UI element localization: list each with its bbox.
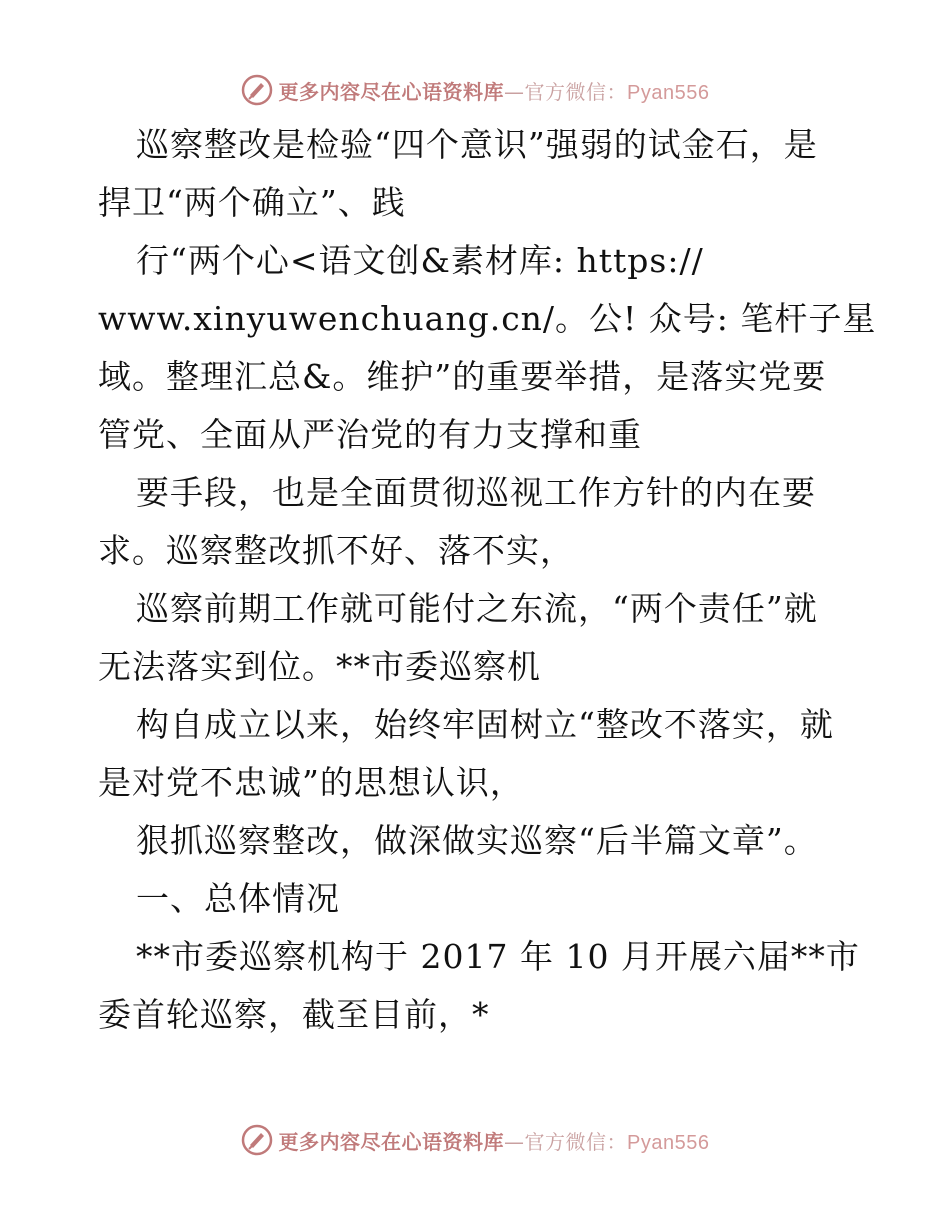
text-line: 一、总体情况	[136, 879, 340, 918]
text-line: 域。整理汇总&。维护”的重要举措，是落实党要	[98, 357, 827, 396]
text-line: **市委巡察机构于 2017 年 10 月开展六届**市	[136, 937, 860, 976]
document-body	[98, 116, 877, 1044]
watermark-prefix: 更多内容尽在心语资料库	[278, 79, 505, 104]
watermark-wechat-id: Pyan556	[627, 1131, 710, 1154]
text-line: 要手段，也是全面贯彻巡视工作方针的内在要	[136, 473, 816, 512]
watermark-official: 官方微信：	[524, 79, 628, 104]
text-line: 狠抓巡察整改，做深做实巡察“后半篇文章”。	[136, 821, 818, 860]
text-line: 是对党不忠诚”的思想认识，	[98, 763, 524, 802]
text-line: 行“两个心<语文创&素材库: https://	[136, 241, 704, 280]
text-line: 管党、全面从严治党的有力支撑和重	[98, 415, 642, 454]
watermark-dash: —	[504, 79, 525, 104]
watermark-text	[279, 1126, 710, 1155]
text-line: 巡察整改是检验“四个意识”强弱的试金石，是	[136, 125, 818, 164]
text-line: www.xinyuwenchuang.cn/。公! 众号: 笔杆子星	[98, 299, 877, 338]
text-line: 巡察前期工作就可能付之东流，“两个责任”就	[136, 589, 818, 628]
watermark-wechat-id: Pyan556	[627, 81, 710, 104]
text-line: 捍卫“两个确立”、践	[98, 183, 406, 222]
text-line: 求。巡察整改抓不好、落不实，	[98, 531, 574, 570]
brand-logo-icon	[241, 74, 273, 106]
text-line: 委首轮巡察，截至目前，*	[98, 995, 490, 1034]
footer-watermark	[0, 1120, 950, 1160]
watermark-prefix: 更多内容尽在心语资料库	[278, 1129, 505, 1154]
watermark-dash: —	[504, 1129, 525, 1154]
text-line: 构自成立以来，始终牢固树立“整改不落实，就	[136, 705, 834, 744]
text-line: 无法落实到位。**市委巡察机	[98, 647, 541, 686]
brand-logo-icon	[241, 1124, 273, 1156]
watermark-official: 官方微信：	[524, 1129, 628, 1154]
header-watermark	[0, 70, 950, 110]
watermark-text	[279, 76, 710, 105]
